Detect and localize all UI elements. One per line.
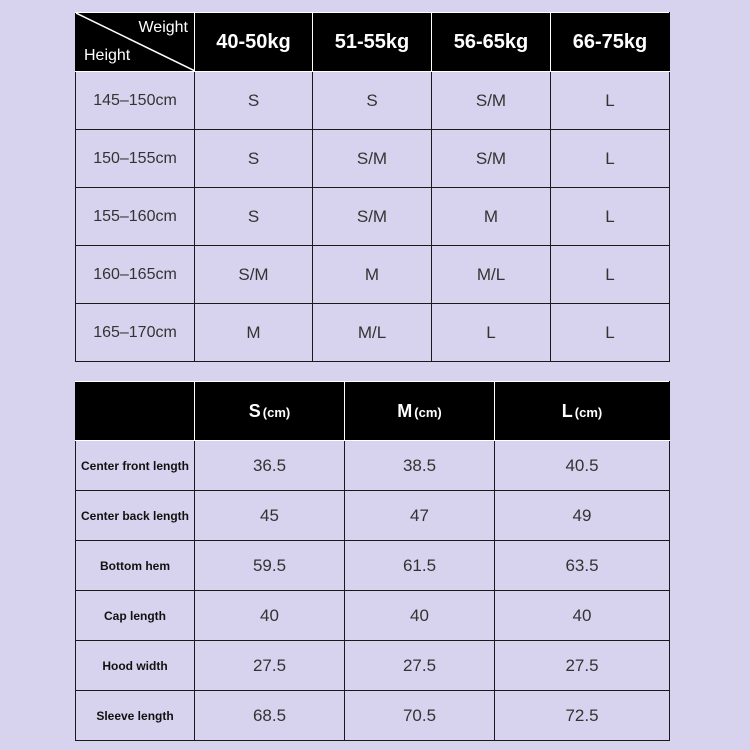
height-range-cell: 155–160cm — [76, 188, 195, 246]
weight-column-header: 40-50kg — [195, 13, 313, 72]
size-label: M — [397, 400, 413, 421]
size-cell: S/M — [432, 72, 551, 130]
size-cell: S — [195, 130, 313, 188]
weight-height-corner-cell — [76, 13, 195, 72]
measurement-name-cell: Sleeve length — [76, 691, 195, 741]
weight-label: Weight — [138, 19, 188, 36]
size-recommendation-table — [75, 12, 670, 362]
unit-label: (cm) — [574, 404, 603, 420]
size-cell: L — [551, 246, 670, 304]
unit-label: (cm) — [262, 404, 291, 420]
size-column-header — [195, 382, 345, 441]
measurement-header-row — [76, 382, 670, 441]
size-cell: M/L — [313, 304, 432, 362]
measurement-value-cell: 27.5 — [495, 641, 670, 691]
measurement-value-cell: 40 — [495, 591, 670, 641]
table-row — [76, 246, 670, 304]
measurement-value-cell: 47 — [345, 491, 495, 541]
measurement-value-cell: 38.5 — [345, 441, 495, 491]
table-row — [76, 441, 670, 491]
size-cell: L — [551, 304, 670, 362]
size-column-header — [345, 382, 495, 441]
size-cell: M — [313, 246, 432, 304]
measurement-value-cell: 40.5 — [495, 441, 670, 491]
measurement-name-cell: Center front length — [76, 441, 195, 491]
table-row — [76, 72, 670, 130]
size-cell: S/M — [313, 188, 432, 246]
size-cell: S — [313, 72, 432, 130]
measurement-value-cell: 40 — [195, 591, 345, 641]
measurement-value-cell: 27.5 — [345, 641, 495, 691]
measurement-name-cell: Bottom hem — [76, 541, 195, 591]
measurement-value-cell: 40 — [345, 591, 495, 641]
size-column-header — [495, 382, 670, 441]
measurement-value-cell: 45 — [195, 491, 345, 541]
measurement-value-cell: 49 — [495, 491, 670, 541]
measurement-value-cell: 59.5 — [195, 541, 345, 591]
measurement-name-cell: Cap length — [76, 591, 195, 641]
measurement-value-cell: 27.5 — [195, 641, 345, 691]
table-row — [76, 691, 670, 741]
measurement-value-cell: 61.5 — [345, 541, 495, 591]
measurement-value-cell: 68.5 — [195, 691, 345, 741]
size-cell: L — [551, 188, 670, 246]
measurement-value-cell: 70.5 — [345, 691, 495, 741]
size-cell: M — [432, 188, 551, 246]
measurement-value-cell: 63.5 — [495, 541, 670, 591]
weight-column-header: 56-65kg — [432, 13, 551, 72]
size-cell: L — [432, 304, 551, 362]
height-range-cell: 150–155cm — [76, 130, 195, 188]
size-cell: S — [195, 188, 313, 246]
measurement-value-cell: 72.5 — [495, 691, 670, 741]
height-label: Height — [84, 47, 131, 64]
size-cell: L — [551, 72, 670, 130]
weight-column-header: 66-75kg — [551, 13, 670, 72]
table-row — [76, 130, 670, 188]
size-cell: M/L — [432, 246, 551, 304]
measurement-name-cell: Hood width — [76, 641, 195, 691]
size-cell: S — [195, 72, 313, 130]
height-range-cell: 160–165cm — [76, 246, 195, 304]
size-cell: S/M — [313, 130, 432, 188]
size-cell: S/M — [432, 130, 551, 188]
size-cell: L — [551, 130, 670, 188]
table-row — [76, 491, 670, 541]
table-row — [76, 641, 670, 691]
weight-column-header: 51-55kg — [313, 13, 432, 72]
size-label: L — [561, 400, 573, 421]
measurement-table — [75, 381, 670, 741]
size-label: S — [248, 400, 261, 421]
table-row — [76, 304, 670, 362]
measurement-value-cell: 36.5 — [195, 441, 345, 491]
height-range-cell: 165–170cm — [76, 304, 195, 362]
table-row — [76, 541, 670, 591]
table-row — [76, 591, 670, 641]
size-cell: S/M — [195, 246, 313, 304]
height-range-cell: 145–150cm — [76, 72, 195, 130]
size-table-header-row — [76, 13, 670, 72]
measurement-name-cell: Center back length — [76, 491, 195, 541]
table-row — [76, 188, 670, 246]
size-cell: M — [195, 304, 313, 362]
blank-corner-cell — [76, 382, 195, 441]
unit-label: (cm) — [414, 404, 442, 420]
